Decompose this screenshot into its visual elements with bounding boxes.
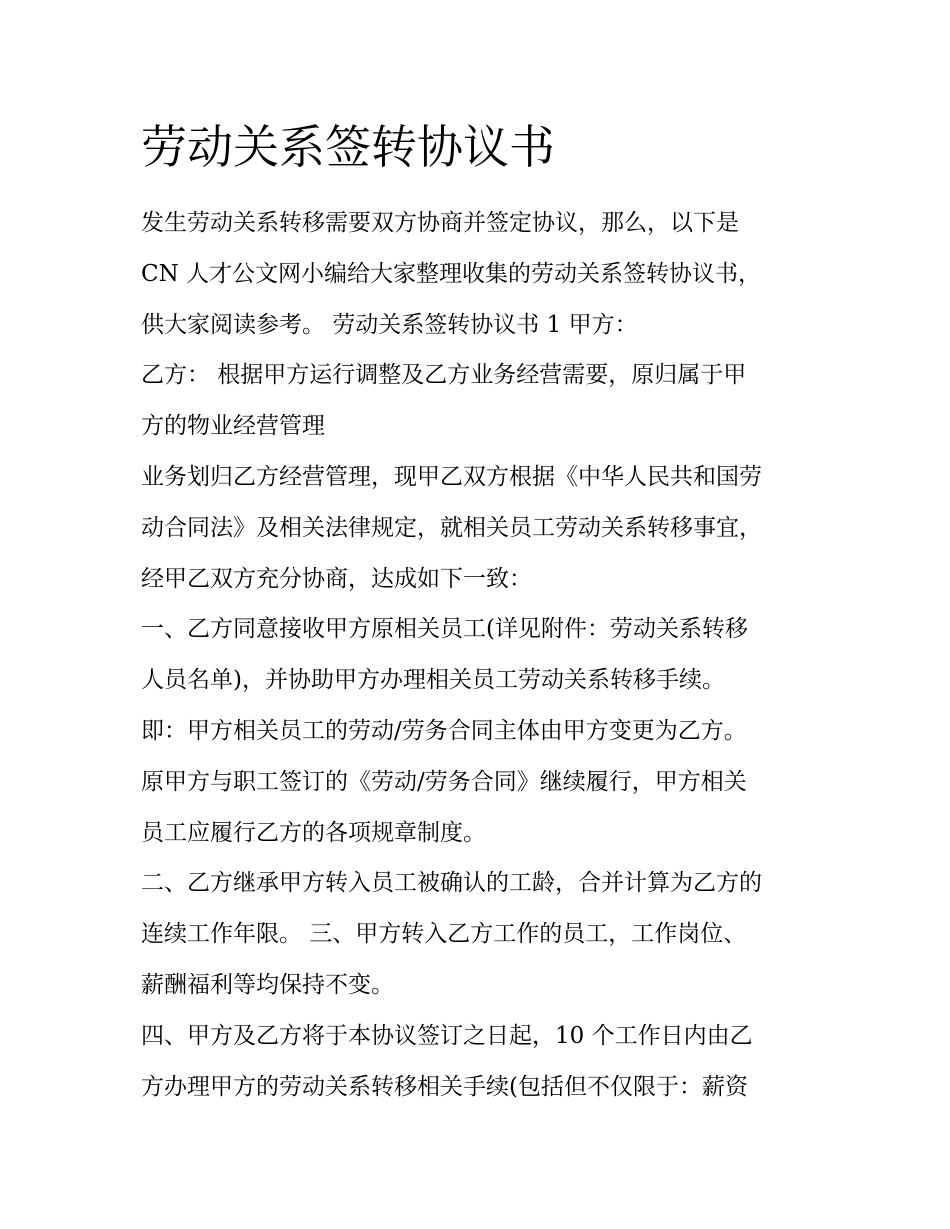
body-line: 方的物业经营管理 (141, 413, 325, 440)
body-line: 经甲乙双方充分协商，达成如下一致： (141, 565, 532, 592)
body-line: 原甲方与职工签订的《劳动/劳务合同》继续履行，甲方相关 (141, 768, 747, 795)
body-line: 员工应履行乙方的各项规章制度。 (141, 819, 486, 846)
body-line: 动合同法》及相关法律规定，就相关员工劳动关系转移事宜， (141, 514, 762, 541)
body-line: 薪酬福利等均保持不变。 (141, 971, 394, 998)
body-line: 方办理甲方的劳动关系转移相关手续(包括但不仅限于：薪资 (141, 1073, 748, 1100)
body-line: 供大家阅读参考。 劳动关系签转协议书 1 甲方： (141, 311, 638, 338)
body-line: 发生劳动关系转移需要双方协商并签定协议，那么，以下是 (141, 210, 739, 236)
document-body (141, 198, 841, 1112)
body-line: 业务划归乙方经营管理，现甲乙双方根据《中华人民共和国劳 (141, 463, 762, 490)
body-line: 乙方： 根据甲方运行调整及乙方业务经营需要，原归属于甲 (141, 362, 747, 389)
body-line: 一、乙方同意接收甲方原相关员工(详见附件：劳动关系转移 (141, 616, 748, 643)
body-line: 即：甲方相关员工的劳动/劳务合同主体由甲方变更为乙方。 (141, 717, 747, 744)
document-title: 劳动关系签转协议书 (141, 120, 555, 174)
body-line: 连续工作年限。 三、甲方转入乙方工作的员工，工作岗位、 (141, 921, 747, 948)
body-line: 二、乙方继承甲方转入员工被确认的工龄，合并计算为乙方的 (141, 870, 762, 897)
body-line: 四、甲方及乙方将于本协议签订之日起，10 个工作日内由乙 (141, 1022, 753, 1049)
body-line: CN 人才公文网小编给大家整理收集的劳动关系签转协议书， (141, 260, 762, 287)
body-line: 人员名单)，并协助甲方办理相关员工劳动关系转移手续。 (141, 667, 725, 694)
